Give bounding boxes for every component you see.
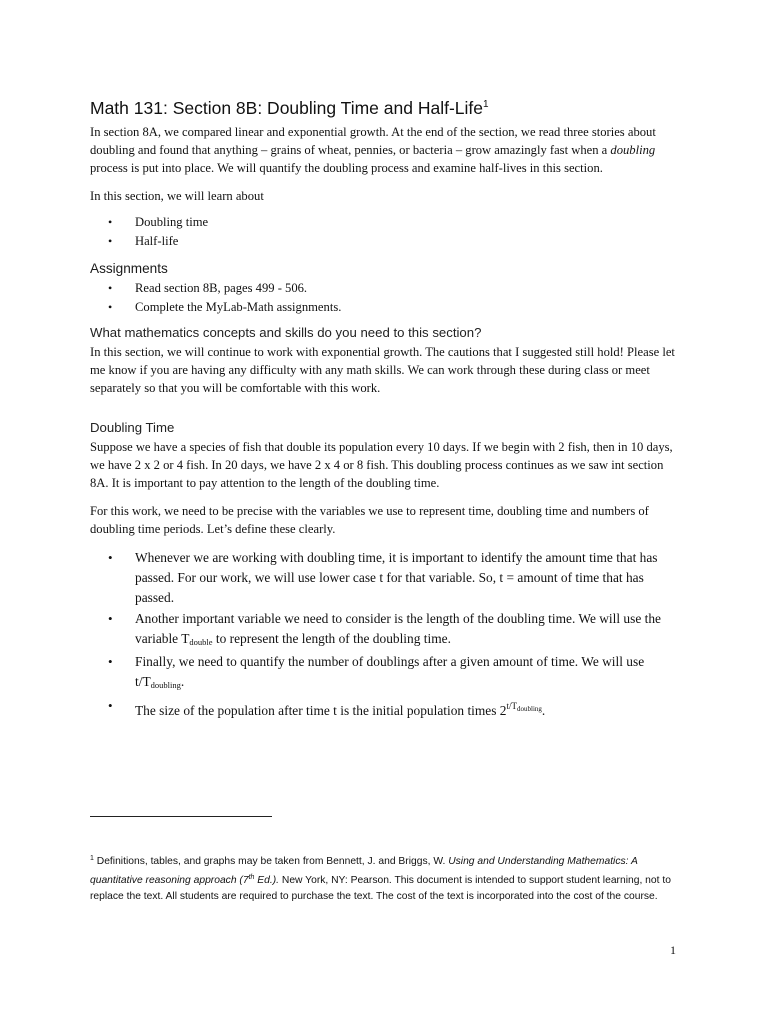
- footnote-text-1: Definitions, tables, and graphs may be taken from Bennett, J. and Briggs, W.: [93, 856, 449, 867]
- learn-intro: In this section, we will learn about: [90, 189, 264, 203]
- footnote-italic-sup: th: [248, 874, 255, 882]
- doubling-definitions-list: [90, 548, 680, 721]
- intro-emphasis: doubling: [610, 143, 656, 157]
- footnote-italic-2: Ed.).: [254, 875, 280, 887]
- doubling-paragraph-2: For this work, we need to be precise with the variables we use to represent time, doubling time and numbers of doubling time periods. Let’s define these clearly.: [90, 504, 649, 536]
- bullet4-exponent-subscript: doubling: [517, 704, 542, 713]
- footnote: [90, 851, 680, 906]
- list-item: [135, 652, 680, 695]
- footnote-italic-1: Using and Understanding Mathematics: A quantitative reasoning approach (7: [90, 856, 638, 887]
- skills-paragraph: In this section, we will continue to work with exponential growth. The cautions that I suggested still hold! Please let me know if you are having any difficulty with any math skills. We can work through these during class or meet separately so that you will be comfortable with this work.: [90, 345, 675, 395]
- list-item: [135, 609, 680, 652]
- footnote-separator: [90, 816, 272, 817]
- document-body: [90, 94, 680, 721]
- doubling-paragraph-1: Suppose we have a species of fish that double its population every 10 days. If we begin with 2 fish, then in 10 days, we have 2 x 2 or 4 fish. In 20 days, we have 2 x 4 or 8 fish. This doubling process continues as we saw int section 8A. It is important to pay attention to the length of the doubling time.: [90, 440, 673, 490]
- assignments-list: [90, 279, 680, 316]
- bullet2-text-end: to represent the length of the doubling time.: [212, 630, 451, 646]
- bullet2-subscript: double: [189, 636, 213, 647]
- topics-list: [90, 213, 680, 250]
- footnote-mark: 1: [90, 855, 94, 862]
- page-number: 1: [670, 943, 676, 957]
- list-item: • Half-life: [135, 232, 680, 251]
- bullet2-text: Another important variable we need to consider is the length of the doubling time. We will use the variable T: [135, 610, 661, 646]
- page-title: [90, 94, 680, 119]
- list-item: • Read section 8B, pages 499 - 506.: [135, 279, 680, 298]
- bullet4-text: The size of the population after time t is the initial population times 2: [135, 702, 507, 718]
- title-text: Math 131: Section 8B: Doubling Time and Half-Life: [90, 98, 483, 118]
- bullet3-subscript: doubling: [150, 680, 181, 690]
- intro-text-1: In section 8A, we compared linear and exponential growth. At the end of the section, we read three stories about doubling and found that anything – grains of wheat, pennies, or bacteria – grow amazingly fast when a: [90, 125, 656, 157]
- bullet4-exponent: [507, 701, 542, 711]
- assignments-heading: Assignments: [90, 261, 168, 276]
- list-item: • Complete the MyLab-Math assignments.: [135, 298, 680, 317]
- bullet3-text: Finally, we need to quantify the number of doublings after a given amount of time. We will use t/T: [135, 654, 645, 689]
- bullet4-exponent-text: t/T: [506, 700, 518, 711]
- bullet4-text-end: .: [541, 702, 546, 718]
- list-item: • Whenever we are working with doubling time, it is important to identify the amount time that has passed. For our work, we will use lower case t for that variable. So, t = amount of time that has passed.: [135, 548, 680, 608]
- title-footnote-mark: 1: [483, 99, 489, 110]
- bullet3-text-end: .: [180, 674, 185, 689]
- footnote-text-2: New York, NY: Pearson. This document is intended to support student learning, not to replace the text. All students are required to purchase the text. The cost of the text is incorporated into the cost of the course.: [90, 875, 671, 903]
- skills-heading: What mathematics concepts and skills do you need to this section?: [90, 325, 482, 340]
- intro-text-2: process is put into place. We will quantify the doubling process and examine half-lives in this section.: [90, 161, 603, 175]
- list-item: [135, 696, 680, 721]
- doubling-time-heading: Doubling Time: [90, 420, 175, 435]
- section-spacer: [90, 397, 680, 419]
- list-item: • Doubling time: [135, 213, 680, 232]
- intro-paragraph: [90, 123, 680, 177]
